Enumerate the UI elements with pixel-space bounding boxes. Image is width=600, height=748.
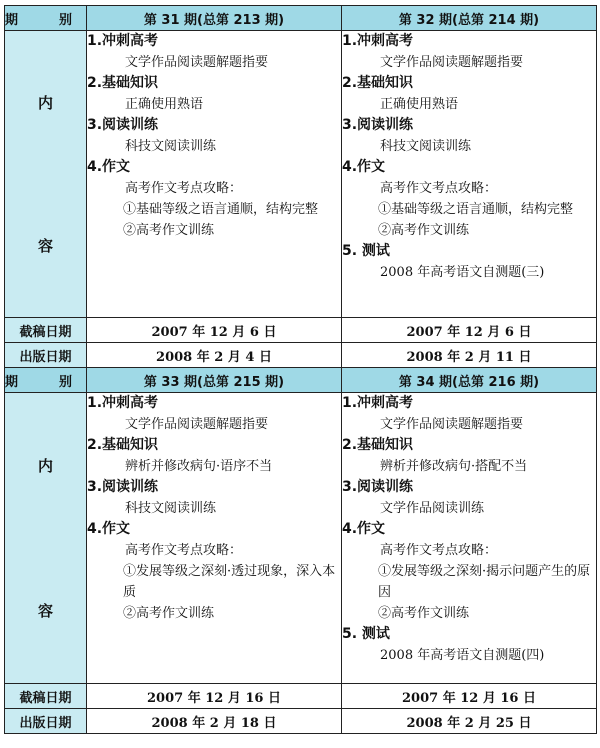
deadline-value: 2007 年 12 月 6 日: [87, 318, 342, 343]
deadline-label: 截稿日期: [5, 318, 87, 343]
section-item: 科技文阅读训练: [380, 139, 472, 154]
publish-value: 2008 年 2 月 18 日: [87, 709, 342, 734]
section-heading: 3.阅读训练: [342, 479, 414, 495]
issue-content: [342, 393, 597, 684]
section-item: 高考作文考点攻略：: [125, 543, 243, 558]
section-subitem: ①基础等级之语言通顺，结构完整: [378, 202, 574, 217]
issue-content: [87, 393, 342, 684]
section-heading: 2.基础知识: [342, 437, 414, 453]
section-heading: 1.冲刺高考: [342, 33, 414, 49]
section-item: 辨析并修改病句·语序不当: [125, 459, 273, 474]
deadline-value: 2007 年 12 月 16 日: [342, 684, 597, 709]
section-item: 正确使用熟语: [380, 97, 459, 112]
section-heading: 3.阅读训练: [342, 117, 414, 133]
issue-title: 第 34 期(总第 216 期): [342, 368, 597, 393]
content-label: [5, 393, 87, 684]
deadline-row: [5, 318, 597, 343]
content-row: [5, 31, 597, 318]
content-label-top: 内: [37, 457, 53, 475]
section-heading: 4.作文: [342, 521, 386, 537]
section-heading: 3.阅读训练: [87, 117, 159, 133]
section-subitem: ②高考作文训练: [123, 223, 215, 238]
deadline-value: 2007 年 12 月 6 日: [342, 318, 597, 343]
section-heading: 4.作文: [342, 159, 386, 175]
section-heading: 2.基础知识: [87, 437, 159, 453]
publish-row: [5, 343, 597, 368]
section-subitem: ①基础等级之语言通顺，结构完整: [123, 202, 319, 217]
publish-value: 2008 年 2 月 11 日: [342, 343, 597, 368]
section-heading: 1.冲刺高考: [87, 395, 159, 411]
section-item: 文学作品阅读题解题指要: [380, 55, 524, 70]
section-item: 2008 年高考语文自测题(三): [380, 265, 545, 280]
section-heading: 3.阅读训练: [87, 479, 159, 495]
section-item: 科技文阅读训练: [125, 139, 217, 154]
section-item: 科技文阅读训练: [125, 501, 217, 516]
section-heading: 2.基础知识: [342, 75, 414, 91]
section-subitem: ②高考作文训练: [123, 606, 215, 621]
section-heading: 1.冲刺高考: [87, 33, 159, 49]
deadline-row: [5, 684, 597, 709]
issue-title: 第 32 期(总第 214 期): [342, 6, 597, 31]
deadline-value: 2007 年 12 月 16 日: [87, 684, 342, 709]
content-label: [5, 31, 87, 318]
period-label: 期 别: [5, 368, 87, 393]
header-row: [5, 368, 597, 393]
issue-title: 第 33 期(总第 215 期): [87, 368, 342, 393]
section-subitem: ①发展等级之深刻·透过现象，深入本质: [123, 564, 336, 600]
section-item: 正确使用熟语: [125, 97, 204, 112]
period-label: 期 别: [5, 6, 87, 31]
content-label-bottom: 容: [37, 237, 53, 255]
header-row: [5, 6, 597, 31]
section-subitem: ②高考作文训练: [378, 223, 470, 238]
section-item: 文学作品阅读训练: [380, 501, 485, 516]
section-heading: 5. 测试: [342, 626, 390, 642]
section-heading: 5. 测试: [342, 243, 390, 259]
publish-value: 2008 年 2 月 4 日: [87, 343, 342, 368]
section-item: 高考作文考点攻略：: [380, 181, 498, 196]
section-subitem: ①发展等级之深刻·揭示问题产生的原因: [378, 564, 591, 600]
deadline-label: 截稿日期: [5, 684, 87, 709]
publish-row: [5, 709, 597, 734]
section-heading: 4.作文: [87, 521, 131, 537]
publish-label: 出版日期: [5, 709, 87, 734]
content-label-bottom: 容: [37, 602, 53, 620]
section-item: 辨析并修改病句·搭配不当: [380, 459, 528, 474]
schedule-table: [4, 5, 597, 734]
section-item: 文学作品阅读题解题指要: [125, 417, 269, 432]
section-item: 高考作文考点攻略：: [125, 181, 243, 196]
content-label-top: 内: [37, 94, 53, 112]
section-subitem: ②高考作文训练: [378, 606, 470, 621]
content-row: [5, 393, 597, 684]
section-heading: 4.作文: [87, 159, 131, 175]
issue-title: 第 31 期(总第 213 期): [87, 6, 342, 31]
section-item: 2008 年高考语文自测题(四): [380, 648, 545, 663]
section-item: 文学作品阅读题解题指要: [380, 417, 524, 432]
section-heading: 1.冲刺高考: [342, 395, 414, 411]
section-item: 高考作文考点攻略：: [380, 543, 498, 558]
publish-label: 出版日期: [5, 343, 87, 368]
issue-content: [87, 31, 342, 318]
issue-content: [342, 31, 597, 318]
publish-value: 2008 年 2 月 25 日: [342, 709, 597, 734]
section-item: 文学作品阅读题解题指要: [125, 55, 269, 70]
section-heading: 2.基础知识: [87, 75, 159, 91]
